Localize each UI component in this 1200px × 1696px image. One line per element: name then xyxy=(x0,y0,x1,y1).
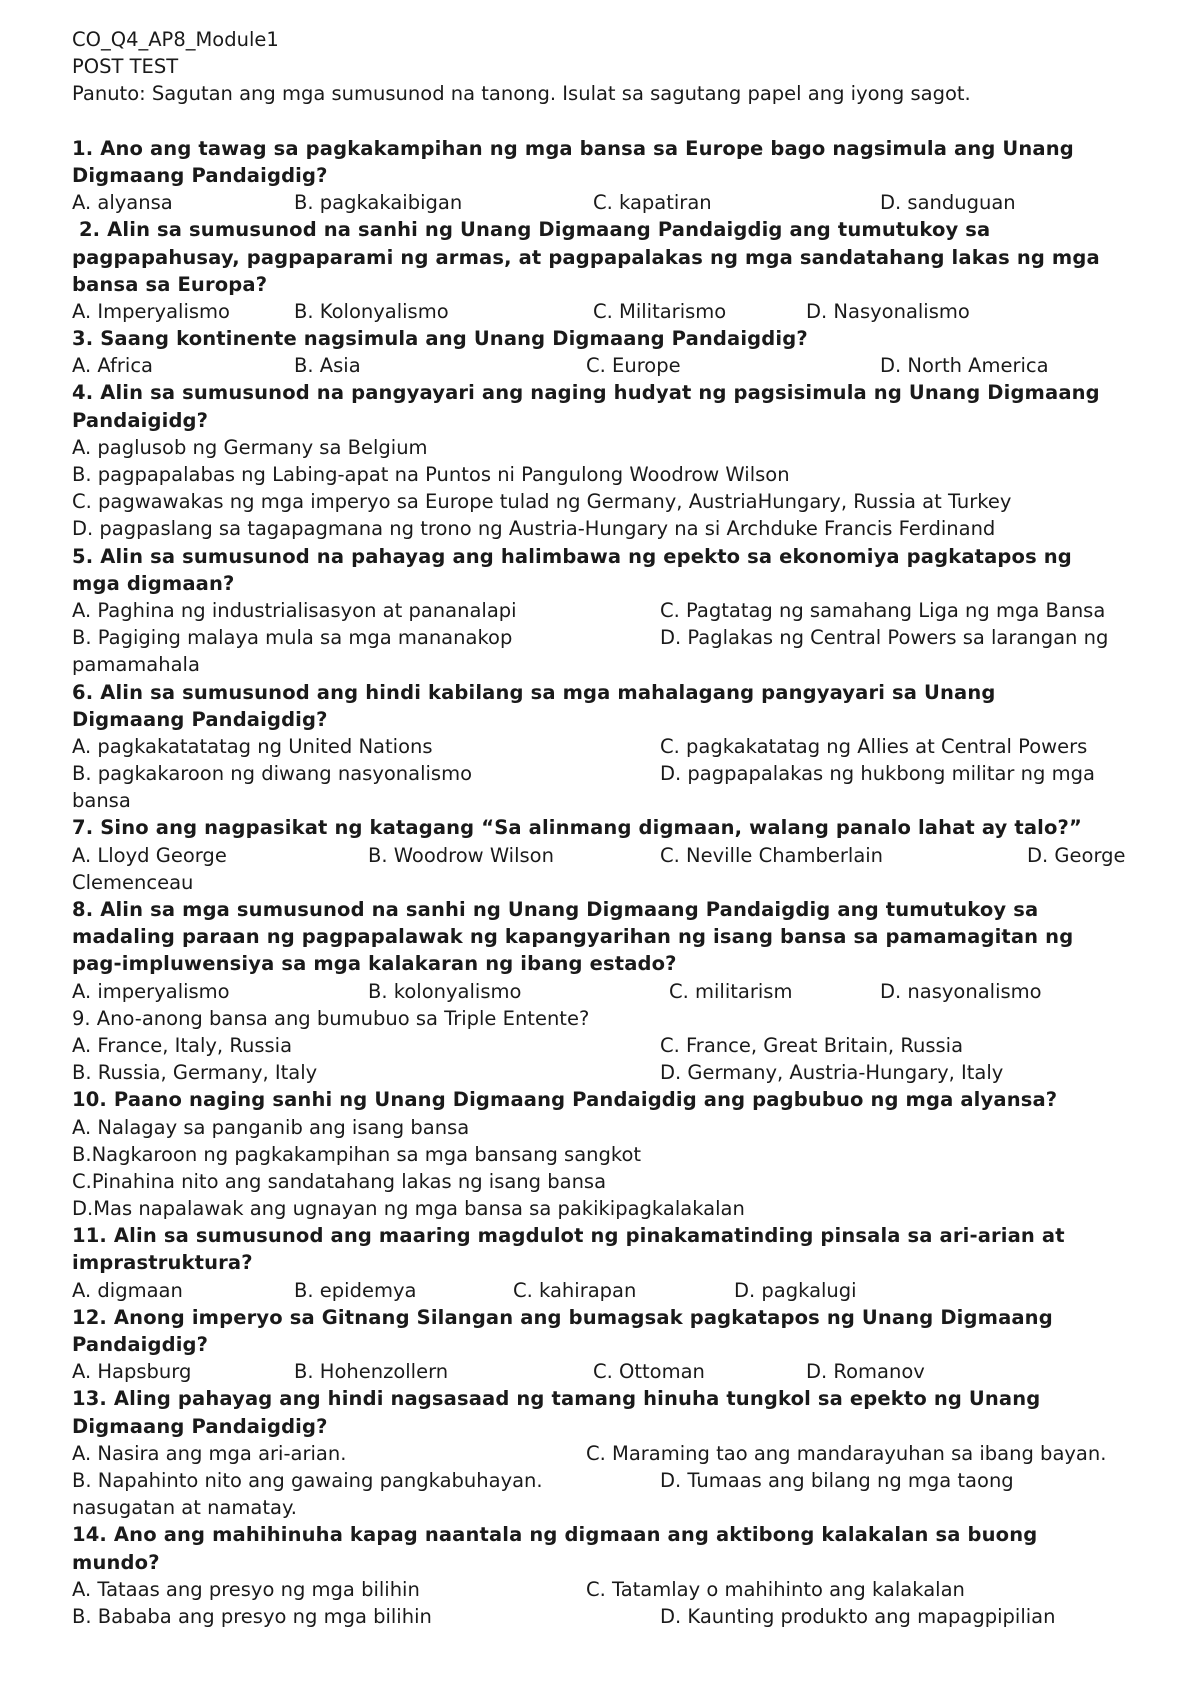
question-text: imprastruktura? xyxy=(72,1251,253,1275)
question-9 xyxy=(72,1005,1140,1087)
option-c: C. Neville Chamberlain xyxy=(660,843,884,867)
option-b: B. Pagiging malaya mula sa mga mananakop xyxy=(72,626,513,650)
option-d: D. Romanov xyxy=(806,1360,925,1384)
question-text: 3. Saang kontinente nagsimula ang Unang Digmaang Pandaigdig? xyxy=(72,327,808,351)
option-a: A. Africa xyxy=(72,354,154,378)
option-b: B.Nagkaroon ng pagkakampihan sa mga bansang sangkot xyxy=(72,1142,642,1166)
test-title: POST TEST xyxy=(72,55,179,79)
question-text: 12. Anong imperyo sa Gitnang Silangan ang bumagsak pagkatapos ng Unang Digmaang xyxy=(72,1305,1053,1329)
option-c: C. Maraming tao ang mandarayuhan sa ibang bayan. xyxy=(586,1441,1107,1465)
option-c: C. France, Great Britain, Russia xyxy=(660,1033,964,1057)
question-text: Digmaang Pandaigdig? xyxy=(72,1414,328,1438)
question-11 xyxy=(72,1222,1140,1304)
options-row xyxy=(72,298,1140,325)
option-d: D. Paglakas ng Central Powers sa larangan ng xyxy=(660,626,1109,650)
question-14 xyxy=(72,1521,1140,1630)
question-1 xyxy=(72,135,1140,217)
option-a: A. Hapsburg xyxy=(72,1360,192,1384)
option-d: D. pagkalugi xyxy=(734,1278,857,1302)
options-row xyxy=(72,1603,1140,1630)
option-d: D. sanduguan xyxy=(880,191,1016,215)
option-c: C. Europe xyxy=(586,354,681,378)
question-text: 11. Alin sa sumusunod ang maaring magdulot ng pinakamatinding pinsala sa ari-arian at xyxy=(72,1224,1065,1248)
options-row xyxy=(72,1032,1140,1059)
question-text: Digmaang Pandaigdig? xyxy=(72,707,328,731)
question-text: 1. Ano ang tawag sa pagkakampihan ng mga bansa sa Europe bago nagsimula ang Unang xyxy=(72,136,1074,160)
question-text: pagpapahusay, pagpaparami ng armas, at pagpapalakas ng mga sandatahang lakas ng mga xyxy=(72,245,1100,269)
question-text: pag-impluwensiya sa mga kalakaran ng ibang estado? xyxy=(72,952,677,976)
option-a: A. digmaan xyxy=(72,1278,183,1302)
options-row xyxy=(72,1277,1140,1304)
question-text: 10. Paano naging sanhi ng Unang Digmaang Pandaigdig ang pagbubuo ng mga alyansa? xyxy=(72,1088,1058,1112)
option-a: A. Paghina ng industrialisasyon at pananalapi xyxy=(72,598,517,622)
option-d: D.Mas napalawak ang ugnayan ng mga bansa sa pakikipagkalakalan xyxy=(72,1197,745,1221)
question-text: 9. Ano-anong bansa ang bumubuo sa Triple Entente? xyxy=(72,1006,590,1030)
question-text: 4. Alin sa sumusunod na pangyayari ang naging hudyat ng pagsisimula ng Unang Digmaang xyxy=(72,381,1100,405)
option-b: B. Bababa ang presyo ng mga bilihin xyxy=(72,1604,432,1628)
module-code: CO_Q4_AP8_Module1 xyxy=(72,28,279,51)
option-c: C.Pinahina nito ang sandatahang lakas ng isang bansa xyxy=(72,1169,607,1193)
option-b: B. pagkakaroon ng diwang nasyonalismo xyxy=(72,762,473,786)
options-row xyxy=(72,733,1140,760)
option-c: C. pagkakatatag ng Allies at Central Powers xyxy=(660,734,1088,758)
option-b: B. epidemya xyxy=(294,1278,417,1302)
option-d: D. George xyxy=(1027,843,1126,867)
option-d-continued: pamamahala xyxy=(72,653,200,677)
instructions: Panuto: Sagutan ang mga sumusunod na tanong. Isulat sa sagutang papel ang iyong sagot. xyxy=(72,82,971,106)
option-b: B. Russia, Germany, Italy xyxy=(72,1061,318,1085)
question-text: 14. Ano ang mahihinuha kapag naantala ng digmaan ang aktibong kalakalan sa buong xyxy=(72,1523,1038,1547)
question-text: 13. Aling pahayag ang hindi nagsasaad ng tamang hinuha tungkol sa epekto ng Unang xyxy=(72,1387,1041,1411)
option-d-continued: nasugatan at namatay. xyxy=(72,1496,297,1520)
options-row xyxy=(72,760,1140,787)
question-10 xyxy=(72,1086,1140,1222)
option-c: C. pagwawakas ng mga imperyo sa Europe tulad ng Germany, AustriaHungary, Russia at Turkey xyxy=(72,490,1012,514)
option-c: C. Ottoman xyxy=(593,1360,705,1384)
options-row xyxy=(72,1440,1140,1467)
option-d: D. pagpapalakas ng hukbong militar ng mga xyxy=(660,762,1095,786)
option-d: D. pagpaslang sa tagapagmana ng trono ng Austria-Hungary na si Archduke Francis Ferdinand xyxy=(72,517,996,541)
question-13 xyxy=(72,1385,1140,1521)
question-5 xyxy=(72,543,1140,679)
question-2 xyxy=(72,216,1140,325)
option-a: A. Nalagay sa panganib ang isang bansa xyxy=(72,1115,470,1139)
option-a: A. imperyalismo xyxy=(72,979,230,1003)
question-text: Pandaigidg? xyxy=(72,408,209,432)
option-b: B. Hohenzollern xyxy=(294,1360,449,1384)
options-row xyxy=(72,624,1140,651)
option-d: D. Kaunting produkto ang mapagpipilian xyxy=(660,1604,1056,1628)
option-a: A. Tataas ang presyo ng mga bilihin xyxy=(72,1577,420,1601)
question-3 xyxy=(72,325,1140,379)
options-row xyxy=(72,352,1140,379)
option-c: C. Pagtatag ng samahang Liga ng mga Bansa xyxy=(660,598,1106,622)
question-text: mga digmaan? xyxy=(72,571,235,595)
question-text: madaling paraan ng pagpapalawak ng kapangyarihan ng isang bansa sa pamamagitan ng xyxy=(72,925,1074,949)
option-d: D. North America xyxy=(880,354,1049,378)
option-a: A. Nasira ang mga ari-arian. xyxy=(72,1441,347,1465)
option-d: D. Germany, Austria-Hungary, Italy xyxy=(660,1061,1004,1085)
options-row xyxy=(72,978,1140,1005)
options-row xyxy=(72,1059,1140,1086)
option-d: D. Tumaas ang bilang ng mga taong xyxy=(660,1468,1014,1492)
option-d-continued: Clemenceau xyxy=(72,870,194,894)
option-b: B. Asia xyxy=(294,354,361,378)
option-b: B. pagpapalabas ng Labing-apat na Puntos ni Pangulong Woodrow Wilson xyxy=(72,463,790,486)
option-b: B. Kolonyalismo xyxy=(294,299,449,323)
option-b: B. kolonyalismo xyxy=(368,979,522,1003)
option-a: A. Lloyd George xyxy=(72,843,227,867)
question-text: Digmaang Pandaigdig? xyxy=(72,163,328,187)
question-text: 2. Alin sa sumusunod na sanhi ng Unang Digmaang Pandaigdig ang tumutukoy sa xyxy=(72,218,991,242)
option-c: C. militarism xyxy=(669,979,793,1003)
option-a: A. France, Italy, Russia xyxy=(72,1033,293,1057)
question-text: 7. Sino ang nagpasikat ng katagang “Sa alinmang digmaan, walang panalo lahat ay talo?” xyxy=(72,816,1082,840)
option-c: C. kahirapan xyxy=(513,1278,637,1302)
options-row xyxy=(72,189,1140,216)
options-row xyxy=(72,842,1140,869)
options-row xyxy=(72,1576,1140,1603)
option-a: A. paglusob ng Germany sa Belgium xyxy=(72,435,428,459)
question-text: 6. Alin sa sumusunod ang hindi kabilang sa mga mahalagang pangyayari sa Unang xyxy=(72,680,996,704)
option-d-continued: bansa xyxy=(72,789,131,813)
option-a: A. Imperyalismo xyxy=(72,299,230,323)
question-8 xyxy=(72,896,1140,1005)
question-text: bansa sa Europa? xyxy=(72,272,268,296)
option-b: B. Woodrow Wilson xyxy=(368,843,554,867)
question-text: 5. Alin sa sumusunod na pahayag ang halimbawa ng epekto sa ekonomiya pagkatapos ng xyxy=(72,544,1072,568)
spacer xyxy=(72,108,1140,135)
option-c: C. Tatamlay o mahihinto ang kalakalan xyxy=(586,1577,965,1601)
question-text: 8. Alin sa mga sumusunod na sanhi ng Unang Digmaang Pandaigdig ang tumutukoy sa xyxy=(72,898,1039,921)
option-d: D. nasyonalismo xyxy=(880,979,1042,1003)
question-text: Pandaigdig? xyxy=(72,1333,209,1356)
option-b: B. pagkakaibigan xyxy=(294,191,463,215)
option-c: C. kapatiran xyxy=(593,191,712,215)
options-row xyxy=(72,1358,1140,1385)
option-a: A. alyansa xyxy=(72,191,173,215)
options-row xyxy=(72,1467,1140,1494)
option-a: A. pagkakatatatag ng United Nations xyxy=(72,734,433,758)
option-b: B. Napahinto nito ang gawaing pangkabuhayan. xyxy=(72,1468,543,1492)
options-row xyxy=(72,597,1140,624)
option-d: D. Nasyonalismo xyxy=(806,299,970,323)
option-c: C. Militarismo xyxy=(593,299,727,323)
question-12 xyxy=(72,1304,1140,1386)
question-4 xyxy=(72,379,1140,542)
question-text: mundo? xyxy=(72,1550,160,1574)
question-7 xyxy=(72,814,1140,896)
question-6 xyxy=(72,679,1140,815)
